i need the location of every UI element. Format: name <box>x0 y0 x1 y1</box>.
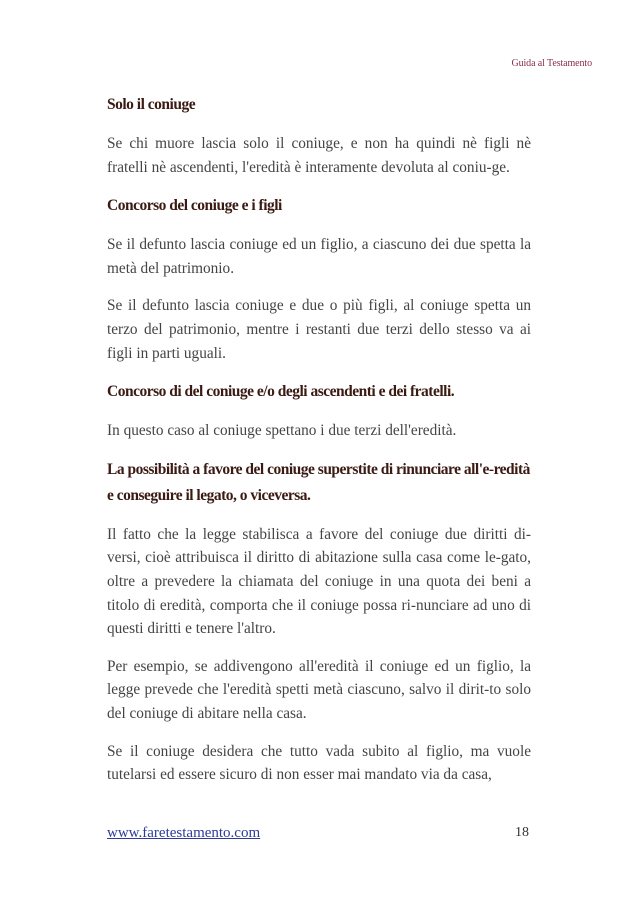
paragraph: Se il defunto lascia coniuge e due o più figli, al coniuge spetta un terzo del patrimonio, mentre i restanti due terzi dello stesso va ai figli in parti uguali. <box>107 297 531 362</box>
website-link[interactable]: www.faretestamento.com <box>107 825 261 841</box>
section-heading: La possibilità a favore del coniuge superstite di rinunciare all'e-redità e conseguire il legato, o viceversa. <box>107 460 530 504</box>
paragraph: Il fatto che la legge stabilisca a favore del coniuge due diritti di-versi, cioè attribuisca il diritto di abitazione sulla casa come le-gato, oltre a prevedere la chiamata del coniuge in una quota dei beni a titolo di eredità, comporta che il coniuge possa ri-nunciare ad uno di questi diritti e tenere l'altro. <box>107 525 531 638</box>
paragraph: Se il defunto lascia coniuge ed un figlio, a ciascuno dei due spetta la metà del patrimonio. <box>107 236 531 277</box>
section-heading: Concorso del coniuge e i figli <box>107 197 282 215</box>
paragraph: Se il coniuge desidera che tutto vada subito al figlio, ma vuole tutelarsi ed essere sicuro di non esser mai mandato via da casa, <box>107 742 531 784</box>
page-number: 18 <box>515 825 529 840</box>
section-coniuge-ascendenti-fratelli <box>107 379 531 443</box>
paragraph: In questo caso al coniuge spettano i due terzi dell'eredità. <box>107 422 457 440</box>
section-coniuge-figli <box>107 193 531 365</box>
section-heading: Solo il coniuge <box>107 96 196 113</box>
running-header: Guida al Testamento <box>511 58 592 69</box>
section-heading: Concorso di del coniuge e/o degli ascendenti e dei fratelli. <box>107 383 455 401</box>
page-body <box>107 92 531 801</box>
section-solo-coniuge <box>107 92 531 179</box>
paragraph: Se chi muore lascia solo il coniuge, e non ha quindi nè figli nè fratelli nè ascendenti, l'eredità è interamente devoluta al coniu-ge. <box>107 135 531 176</box>
section-rinuncia-legato <box>107 457 531 787</box>
paragraph: Per esempio, se addivengono all'eredità il coniuge ed un figlio, la legge prevede che l'eredità spetti metà ciascuno, salvo il dirit-to solo del coniuge di abitare nella casa. <box>107 657 531 722</box>
